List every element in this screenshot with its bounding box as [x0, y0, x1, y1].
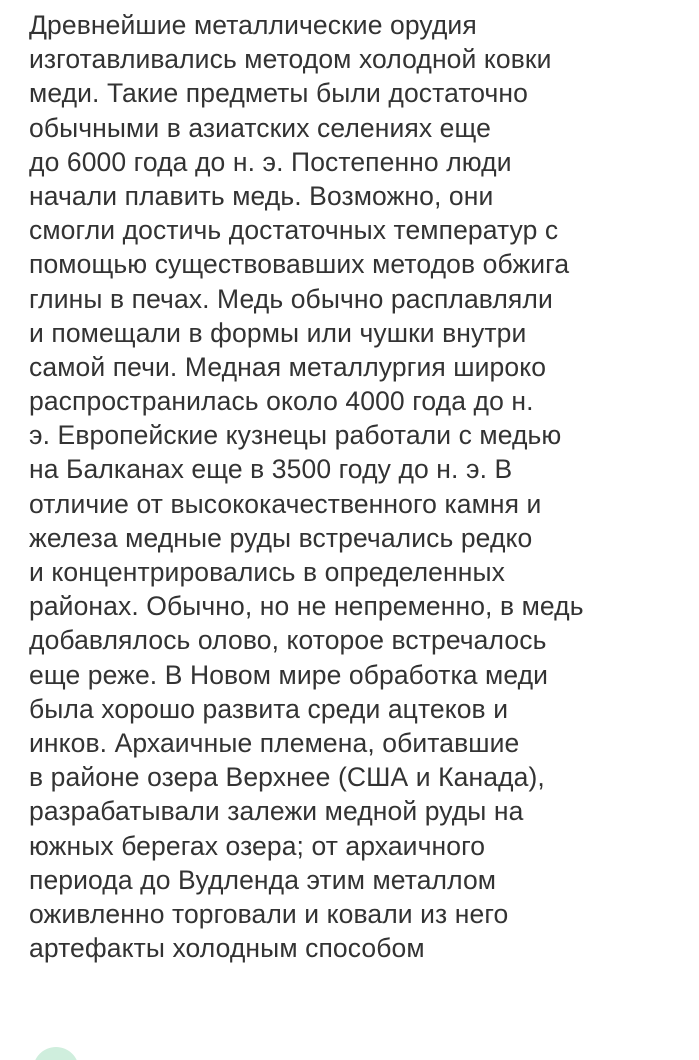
text-line: периода до Вудленда этим металлом — [29, 864, 497, 895]
text-line: глины в печах. Медь обычно расплавляли — [29, 283, 553, 314]
text-line: до 6000 года до н. э. Постепенно люди — [29, 146, 512, 177]
text-line: и концентрировались в определенных — [29, 557, 505, 587]
article-text — [29, 8, 697, 965]
text-line: южных берегах озера; от архаичного — [29, 830, 486, 861]
text-line: инков. Архаичные племена, обитавшие — [29, 727, 520, 758]
text-line: самой печи. Медная металлургия широко — [29, 351, 547, 382]
text-line: разрабатывали залежи медной руды на — [29, 796, 524, 827]
text-line: меди. Такие предметы были достаточно — [29, 78, 528, 109]
text-line: артефакты холодным способом — [29, 933, 425, 964]
text-line: на Балканах еще в 3500 году до н. э. В — [29, 454, 513, 485]
text-line: начали плавить медь. Возможно, они — [29, 180, 494, 211]
text-line: смогли достичь достаточных температур с — [29, 215, 559, 246]
avatar-badge-icon — [33, 1047, 79, 1060]
text-line: добавлялось олово, которое встречалось — [29, 625, 547, 656]
text-line: распространилась около 4000 года до н. — [29, 386, 534, 417]
text-line: оживленно торговали и ковали из него — [29, 898, 509, 929]
text-line: э. Европейские кузнецы работали с медью — [29, 420, 562, 451]
text-line: обычными в азиатских селениях еще — [29, 112, 491, 143]
text-line: и помещали в формы или чушки внутри — [29, 317, 527, 348]
text-line: была хорошо развита среди ацтеков и — [29, 693, 509, 724]
text-line: железа медные руды встречались редко — [29, 522, 533, 553]
text-line: в районе озера Верхнее (США и Канада), — [29, 762, 545, 793]
text-line: еще реже. В Новом мире обработка меди — [29, 659, 549, 690]
text-line: помощью существовавших методов обжига — [29, 249, 570, 280]
text-line: изготавливались методом холодной ковки — [29, 44, 552, 75]
text-line: отличие от высококачественного камня и — [29, 488, 542, 519]
text-line: Древнейшие металлические орудия — [29, 10, 477, 40]
text-line: районах. Обычно, но не непременно, в медь — [29, 591, 584, 622]
